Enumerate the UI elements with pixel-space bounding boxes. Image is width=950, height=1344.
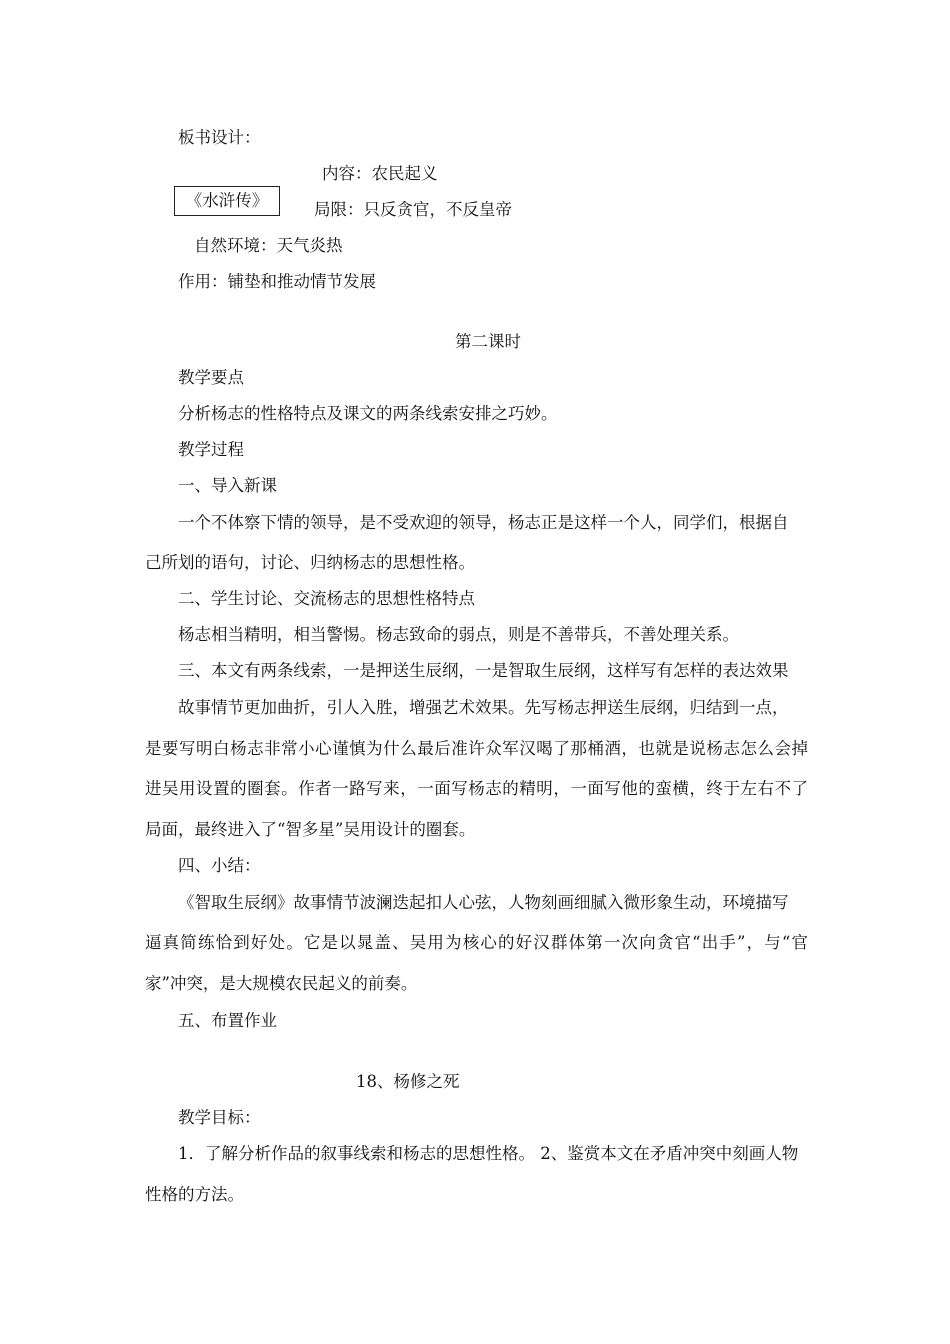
section3-paragraph-line: 是要写明白杨志非常小心谨慎为什么最后准许众军汉喝了那桶酒，也就是说杨志怎么会掉 [145,739,808,758]
section3-heading: 三、本文有两条线索，一是押送生辰纲，一是智取生辰纲，这样写有怎样的表达效果 [178,661,789,680]
section4-paragraph-line: 家”冲突，是大规模农民起义的前奏。 [145,974,418,993]
board-limit-line: 局限：只反贪官，不反皇帝 [314,200,512,219]
board-environment-line: 自然环境：天气炎热 [194,236,343,255]
lesson18-title: 18、杨修之死 [356,1072,460,1091]
section4-paragraph-line: 《智取生辰纲》故事情节波澜迭起扣人心弦，人物刻画细腻入微形象生动，环境描写 [178,893,789,912]
board-content-line: 内容：农民起义 [322,164,438,183]
lesson2-title: 第二课时 [455,332,521,351]
section4-heading: 四、小结： [178,856,261,875]
section2-text: 杨志相当精明，相当警惕。杨志致命的弱点，则是不善带兵，不善处理关系。 [178,625,739,644]
board-title-box: 《水浒传》 [174,186,280,216]
section3-paragraph-line: 进吴用设置的圈套。作者一路写来，一面写杨志的精明，一面写他的蛮横，终于左右不了 [145,779,808,798]
section4-paragraph-line: 逼真简练恰到好处。它是以晁盖、吴用为核心的好汉群体第一次向贪官“出手”，与“官 [145,933,808,952]
section1-paragraph-line: 己所划的语句，讨论、归纳杨志的思想性格。 [145,553,475,572]
objectives-heading: 教学目标： [178,1108,261,1127]
section1-heading: 一、导入新课 [178,476,277,495]
section3-paragraph-line: 故事情节更加曲折，引人入胜，增强艺术效果。先写杨志押送生辰纲，归结到一点， [178,698,789,717]
key-points-heading: 教学要点 [178,368,244,387]
section5-heading: 五、布置作业 [178,1011,277,1030]
board-effect-line: 作用：铺垫和推动情节发展 [178,272,376,291]
process-heading: 教学过程 [178,440,244,459]
board-design-heading: 板书设计： [178,128,261,147]
section2-heading: 二、学生讨论、交流杨志的思想性格特点 [178,589,475,608]
section3-paragraph-line: 局面，最终进入了“智多星”吴用设计的圈套。 [145,820,476,839]
objectives-line: 性格的方法。 [145,1185,244,1204]
key-points-text: 分析杨志的性格特点及课文的两条线索安排之巧妙。 [178,404,558,423]
objectives-line: 1．了解分析作品的叙事线索和杨志的思想性格。 2、鉴赏本文在矛盾冲突中刻画人物 [178,1144,799,1163]
section1-paragraph-line: 一个不体察下情的领导，是不受欢迎的领导，杨志正是这样一个人，同学们，根据自 [178,513,789,532]
